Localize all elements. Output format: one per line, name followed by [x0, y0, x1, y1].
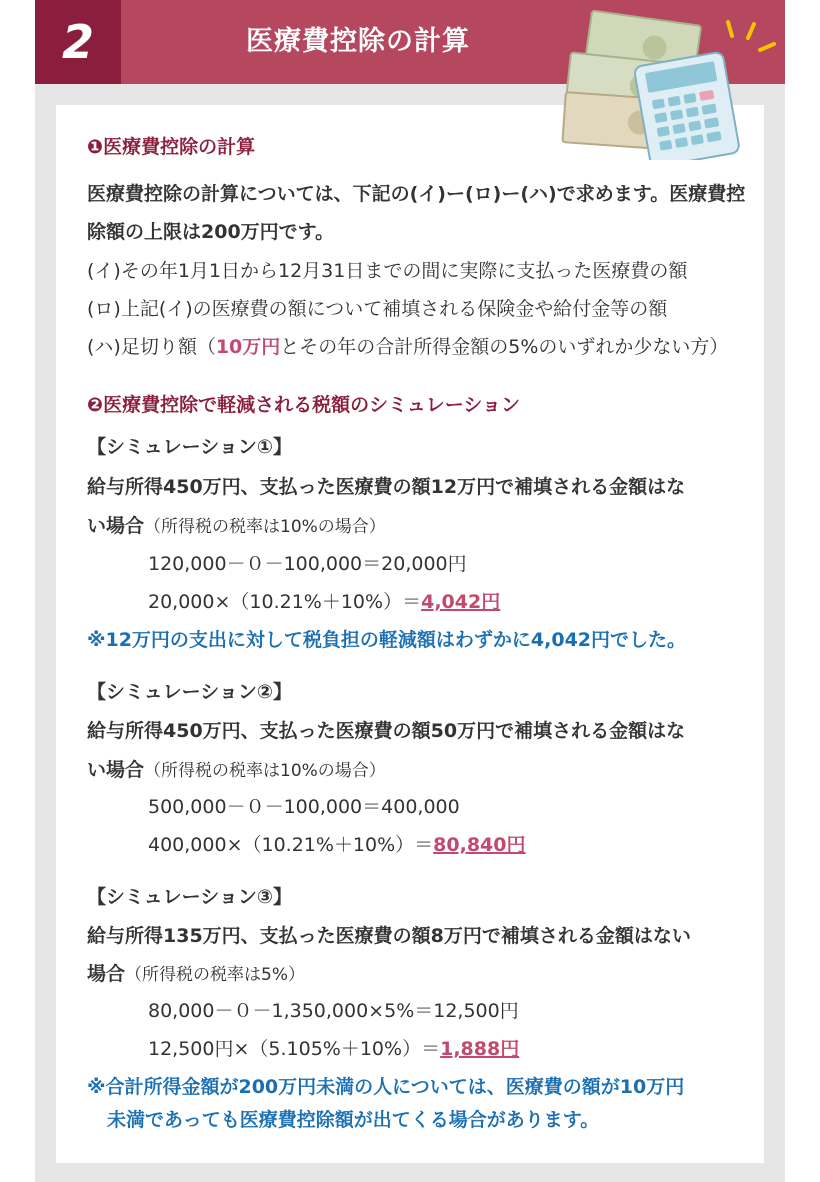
section-2-heading: ❷医療費控除で軽減される税額のシミュレーション: [87, 394, 520, 416]
intro-text-line2: 除額の上限は200万円です。: [87, 221, 335, 243]
simulation-3-condition-line1: 給与所得135万円、支払った医療費の額8万円で補填される金額はない: [87, 925, 691, 947]
simulation-3-formula: 12,500円×（5.105%＋10%）＝: [148, 1038, 441, 1060]
simulation-3-tax-rate: （所得税の税率は5%）: [125, 965, 305, 985]
simulation-2-label: 【シミュレーション②】: [87, 681, 292, 703]
calculator-icon: [634, 51, 740, 160]
intro-text-line1: 医療費控除の計算については、下記の(イ)ー(ロ)ー(ハ)で求めます。医療費控: [87, 183, 746, 205]
item-ro: (ロ)上記(イ)の医療費の額について補填される保険金や給付金等の額: [87, 298, 668, 320]
section-title: 医療費控除の計算: [246, 26, 470, 57]
simulation-3-note-line1: ※合計所得金額が200万円未満の人については、医療費の額が10万円: [87, 1076, 685, 1098]
simulation-3-result: 1,888円: [440, 1038, 520, 1060]
simulation-3-condition-line2: [87, 959, 305, 986]
simulation-3-calc2: [148, 1034, 519, 1061]
simulation-1-result: 4,042円: [421, 591, 501, 613]
item-ha-suffix: とその年の合計所得金額の5%のいずれか少ない方）: [280, 336, 729, 358]
simulation-2-calc2: [148, 830, 526, 857]
simulation-1-label: 【シミュレーション①】: [87, 436, 292, 458]
simulation-1-condition-line2: [87, 511, 386, 538]
section-1-heading: ❶医療費控除の計算: [87, 136, 256, 158]
simulation-3-note-line2: 未満であっても医療費控除額が出てくる場合があります。: [107, 1109, 600, 1131]
simulation-1-tax-rate: （所得税の税率は10%の場合）: [144, 517, 386, 537]
simulation-2-result: 80,840円: [433, 834, 526, 856]
money-calculator-illustration: [560, 10, 790, 160]
simulation-2-condition-line2: [87, 755, 386, 782]
item-i: (イ)その年1月1日から12月31日までの間に実際に支払った医療費の額: [87, 260, 688, 282]
simulation-3-condition-bold: 場合: [87, 963, 126, 985]
item-ha-prefix: (ハ)足切り額（: [87, 336, 216, 358]
simulation-1-formula: 20,000×（10.21%＋10%）＝: [148, 591, 422, 613]
simulation-1-condition-line1: 給与所得450万円、支払った医療費の額12万円で補填される金額はな: [87, 476, 686, 498]
simulation-2-calc1: 500,000－０－100,000＝400,000: [148, 796, 460, 818]
simulation-2-formula: 400,000×（10.21%＋10%）＝: [148, 834, 434, 856]
simulation-2-tax-rate: （所得税の税率は10%の場合）: [144, 761, 386, 781]
simulation-3-calc1: 80,000－０－1,350,000×5%＝12,500円: [148, 1000, 519, 1022]
simulation-1-calc2: [148, 587, 500, 614]
section-number-box: [35, 0, 121, 84]
simulation-1-calc1: 120,000－０－100,000＝20,000円: [148, 553, 467, 575]
simulation-1-note: ※12万円の支出に対して税負担の軽減額はわずかに4,042円でした。: [87, 629, 687, 651]
simulation-2-condition-line1: 給与所得450万円、支払った医療費の額50万円で補填される金額はな: [87, 720, 686, 742]
simulation-3-label: 【シミュレーション③】: [87, 886, 292, 908]
item-ha-highlight: 10万円: [215, 336, 281, 358]
item-ha: [87, 332, 728, 359]
simulation-2-condition-bold: い場合: [87, 759, 145, 781]
sparkle-icon: [728, 22, 774, 50]
simulation-1-condition-bold: い場合: [87, 515, 145, 537]
section-number: 2: [61, 15, 94, 69]
